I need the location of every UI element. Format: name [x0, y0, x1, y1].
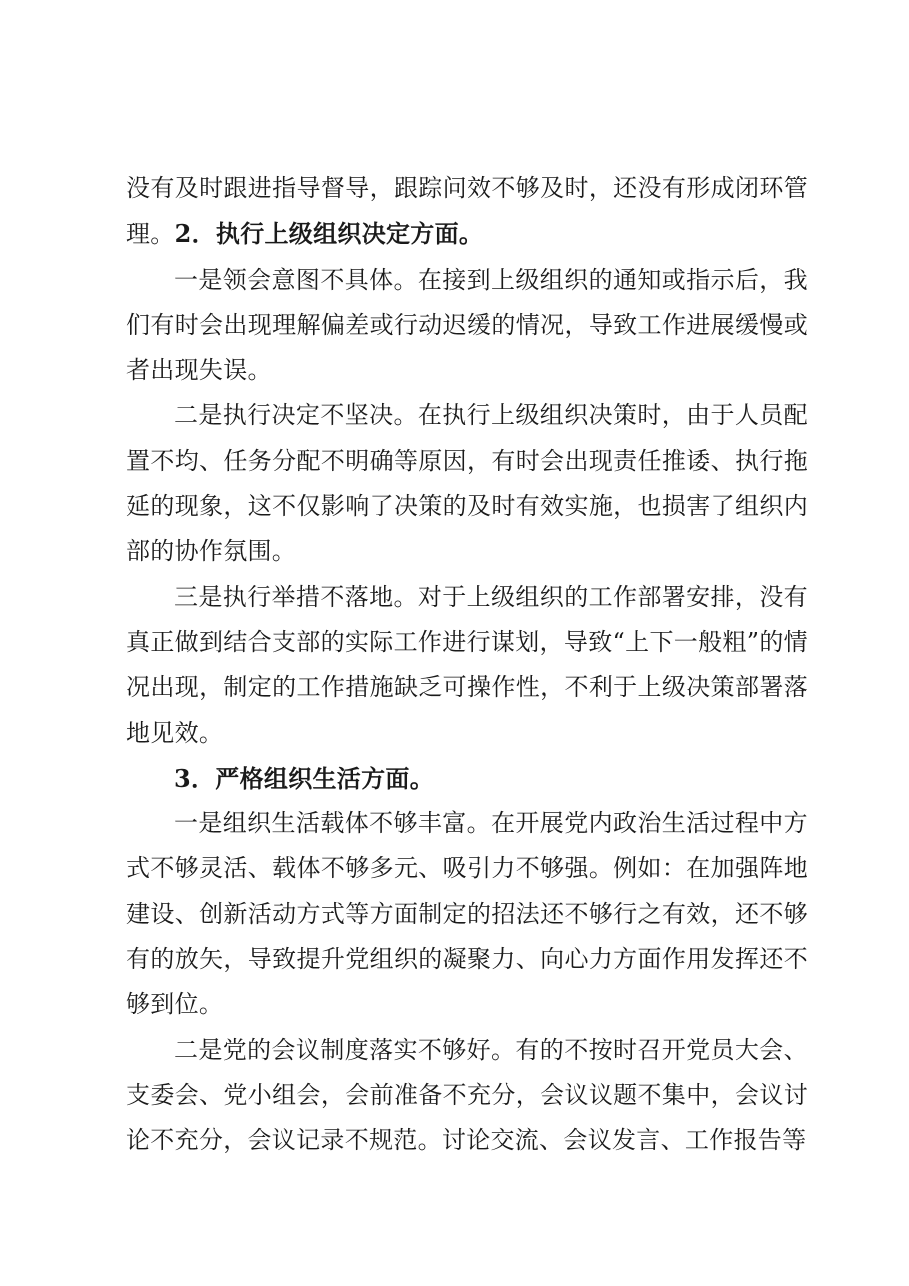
document-body [126, 166, 808, 1164]
paragraph-7-text: 二是党的会议制度落实不够好。有的不按时召开党员大会、支委会、党小组会，会前准备不充分，会议议题不集中，会议讨论不充分，会议记录不规范。讨论交流、会议发言、工作报告等 [126, 1035, 808, 1155]
paragraph-2-text: 一是领会意图不具体。在接到上级组织的通知或指示后，我们有时会出现理解偏差或行动迟缓的情况，导致工作进展缓慢或者出现失误。 [126, 265, 808, 385]
section-heading-3 [126, 756, 808, 801]
section-heading-2: 2．执行上级组织决定方面。 [174, 219, 484, 249]
paragraph-2 [126, 258, 808, 394]
paragraph-3-text: 二是执行决定不坚决。在执行上级组织决策时，由于人员配置不均、任务分配不明确等原因，有时会出现责任推诿、执行拖延的现象，这不仅影响了决策的及时有效实施，也损害了组织内部的协作氛围。 [126, 401, 808, 566]
paragraph-6-text: 一是组织生活载体不够丰富。在开展党内政治生活过程中方式不够灵活、载体不够多元、吸引力不够强。例如：在加强阵地建设、创新活动方式等方面制定的招法还不够行之有效，还不够有的放矢，导致提升党组织的凝聚力、向心力方面作用发挥还不够到位。 [126, 809, 808, 1019]
paragraph-1 [126, 166, 808, 258]
paragraph-1-text: 没有及时跟进指导督导，跟踪问效不够及时，还没有形成闭环管理。 [126, 174, 808, 249]
paragraph-4-text: 三是执行举措不落地。对于上级组织的工作部署安排，没有真正做到结合支部的实际工作进行谋划，导致“上下一般粗”的情况出现，制定的工作措施缺乏可操作性，不利于上级决策部署落地见效。 [126, 582, 808, 747]
section-heading-3-text: 3．严格组织生活方面。 [174, 763, 434, 793]
paragraph-6 [126, 801, 808, 1027]
paragraph-7 [126, 1028, 808, 1164]
paragraph-3 [126, 393, 808, 574]
paragraph-4 [126, 575, 808, 756]
